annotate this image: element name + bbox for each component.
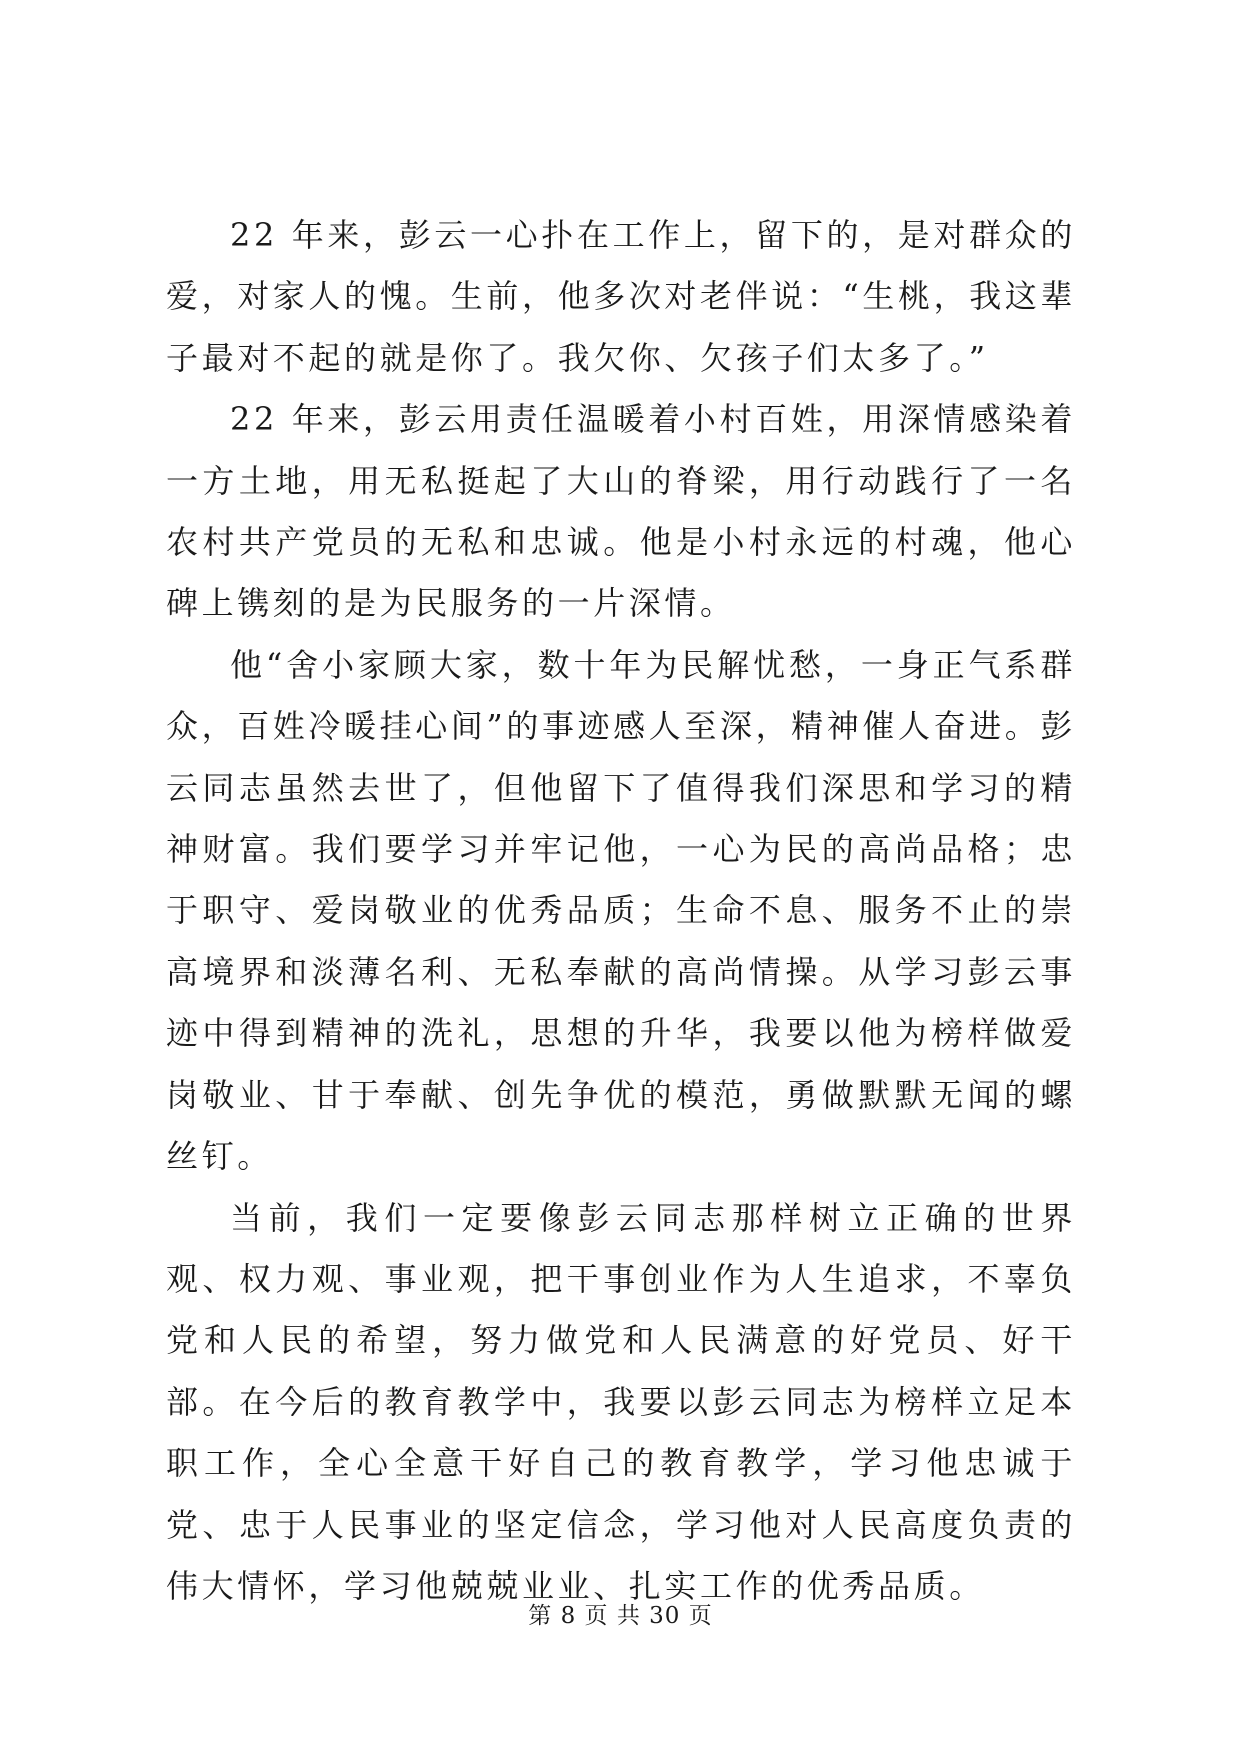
paragraph-1: 22 年来，彭云一心扑在工作上，留下的，是对群众的爱，对家人的愧。生前，他多次对老伴说：“生桃，我这辈子最对不起的就是你了。我欠你、欠孩子们太多了。” <box>166 216 1076 377</box>
page-footer: 第 8 页 共 30 页 <box>528 1603 713 1629</box>
paragraph-3: 他“舍小家顾大家，数十年为民解忧愁，一身正气系群众，百姓冷暖挂心间”的事迹感人至深，精神催人奋进。彭云同志虽然去世了，但他留下了值得我们深思和学习的精神财富。我们要学习并牢记他，一心为民的高尚品格；忠于职守、爱岗敬业的优秀品质；生命不息、服务不止的崇高境界和淡薄名利、无私奉献的高尚情操。从学习彭云事迹中得到精神的洗礼，思想的升华，我要以他为榜样做爱岗敬业、甘于奉献、创先争优的模范，勇做默默无闻的螺丝钉。 <box>166 645 1076 1176</box>
paragraph-2: 22 年来，彭云用责任温暖着小村百姓，用深情感染着一方土地，用无私挺起了大山的脊梁，用行动践行了一名农村共产党员的无私和忠诚。他是小村永远的村魂，他心碑上镌刻的是为民服务的一片深情。 <box>166 400 1076 623</box>
document-body <box>166 205 1076 1617</box>
paragraph-4: 当前，我们一定要像彭云同志那样树立正确的世界观、权力观、事业观，把干事创业作为人生追求，不辜负党和人民的希望，努力做党和人民满意的好党员、好干部。在今后的教育教学中，我要以彭云同志为榜样立足本职工作，全心全意干好自己的教育教学，学习他忠诚于党、忠于人民事业的坚定信念，学习他对人民高度负责的伟大情怀，学习他兢兢业业、扎实工作的优秀品质。 <box>166 1198 1076 1605</box>
